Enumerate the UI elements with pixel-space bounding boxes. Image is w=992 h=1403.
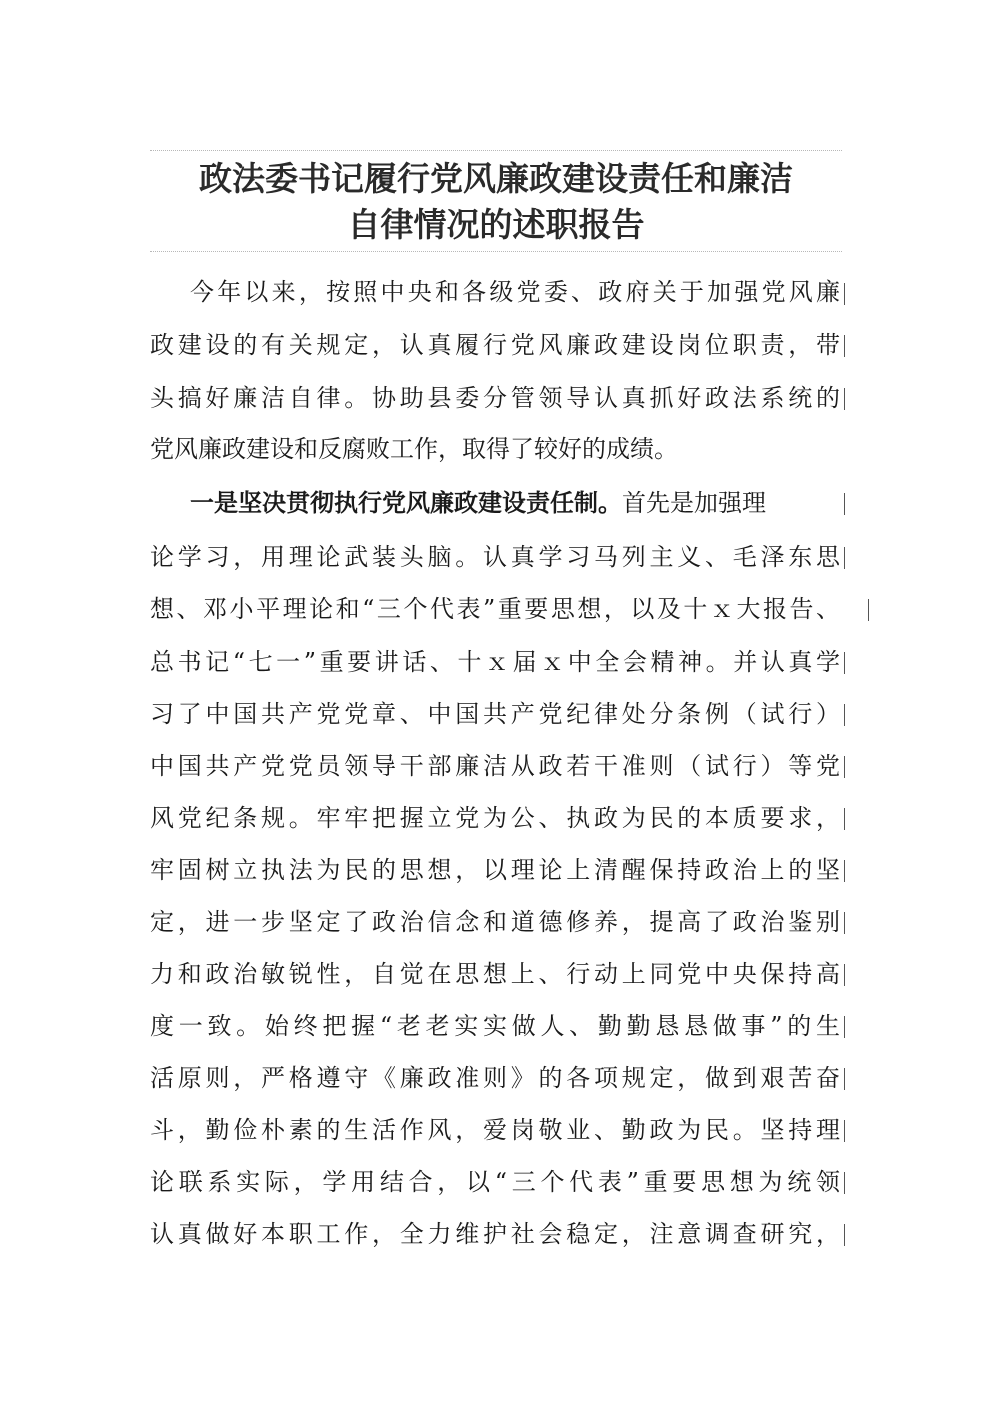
paragraph-1-line-4: 党风廉政建设和反腐败工作，取得了较好的成绩。 xyxy=(150,435,678,463)
paragraph-2-first-rest: 首先是加强理 xyxy=(622,489,766,517)
line-end-mark xyxy=(844,808,845,830)
paragraph-2-line-10: 力和政治敏锐性，自觉在思想上、行动上同党中央保持高 xyxy=(150,960,840,988)
line-end-mark xyxy=(844,1224,845,1246)
line-end-mark xyxy=(844,493,845,515)
paragraph-2-line-5: 习了中国共产党党章、中国共产党纪律处分条例（试行） xyxy=(150,700,840,728)
line-end-mark xyxy=(844,1068,845,1090)
line-end-mark xyxy=(844,1120,845,1142)
line-end-mark xyxy=(844,1172,845,1194)
paragraph-2-line-12: 活原则，严格遵守《廉政准则》的各项规定，做到艰苦奋 xyxy=(150,1064,840,1092)
line-end-mark xyxy=(844,283,845,305)
paragraph-2-line-2: 论学习，用理论武装头脑。认真学习马列主义、毛泽东思 xyxy=(150,543,840,571)
line-end-mark xyxy=(844,547,845,569)
document-title xyxy=(150,156,842,248)
line-end-mark xyxy=(844,860,845,882)
paragraph-2-line-7: 风党纪条规。牢牢把握立党为公、执政为民的本质要求， xyxy=(150,804,840,832)
paragraph-2-line-1 xyxy=(190,483,840,523)
line-end-mark xyxy=(844,964,845,986)
paragraph-2-line-9: 定，进一步坚定了政治信念和道德修养，提高了政治鉴别 xyxy=(150,908,840,936)
paragraph-1-line-3: 头搞好廉洁自律。协助县委分管领导认真抓好政法系统的 xyxy=(150,384,840,412)
paragraph-1-line-2: 政建设的有关规定，认真履行党风廉政建设岗位职责，带 xyxy=(150,331,840,359)
line-end-mark xyxy=(844,912,845,934)
line-end-mark xyxy=(844,1016,845,1038)
title-top-rule xyxy=(150,150,842,151)
paragraph-2-line-4: 总书记“七一”重要讲话、十ｘ届ｘ中全会精神。并认真学 xyxy=(150,648,840,676)
paragraph-2-line-14: 论联系实际，学用结合，以“三个代表”重要思想为统领 xyxy=(150,1168,840,1196)
paragraph-1-line-1: 今年以来，按照中央和各级党委、政府关于加强党风廉 xyxy=(190,278,840,306)
line-end-mark xyxy=(844,756,845,778)
line-end-mark xyxy=(844,335,845,357)
line-end-mark xyxy=(868,599,869,621)
line-end-mark xyxy=(844,704,845,726)
line-end-mark xyxy=(844,388,845,410)
paragraph-2-line-13: 斗，勤俭朴素的生活作风，爱岗敬业、勤政为民。坚持理 xyxy=(150,1116,840,1144)
title-line-2: 自律情况的述职报告 xyxy=(347,205,645,244)
paragraph-2-line-15: 认真做好本职工作，全力维护社会稳定，注意调查研究， xyxy=(150,1220,840,1248)
paragraph-2-line-8: 牢固树立执法为民的思想，以理论上清醒保持政治上的坚 xyxy=(150,856,840,884)
paragraph-2-line-6: 中国共产党党员领导干部廉洁从政若干准则（试行）等党 xyxy=(150,752,840,780)
paragraph-2-heading: 一是坚决贯彻执行党风廉政建设责任制。 xyxy=(190,488,622,517)
paragraph-2-line-3: 想、邓小平理论和“三个代表”重要思想，以及十ｘ大报告、 xyxy=(150,595,840,623)
title-line-1: 政法委书记履行党风廉政建设责任和廉洁 xyxy=(199,159,793,198)
title-bottom-rule xyxy=(150,251,842,252)
paragraph-2-line-11: 度一致。始终把握“老老实实做人、勤勤恳恳做事”的生 xyxy=(150,1012,840,1040)
line-end-mark xyxy=(844,652,845,674)
